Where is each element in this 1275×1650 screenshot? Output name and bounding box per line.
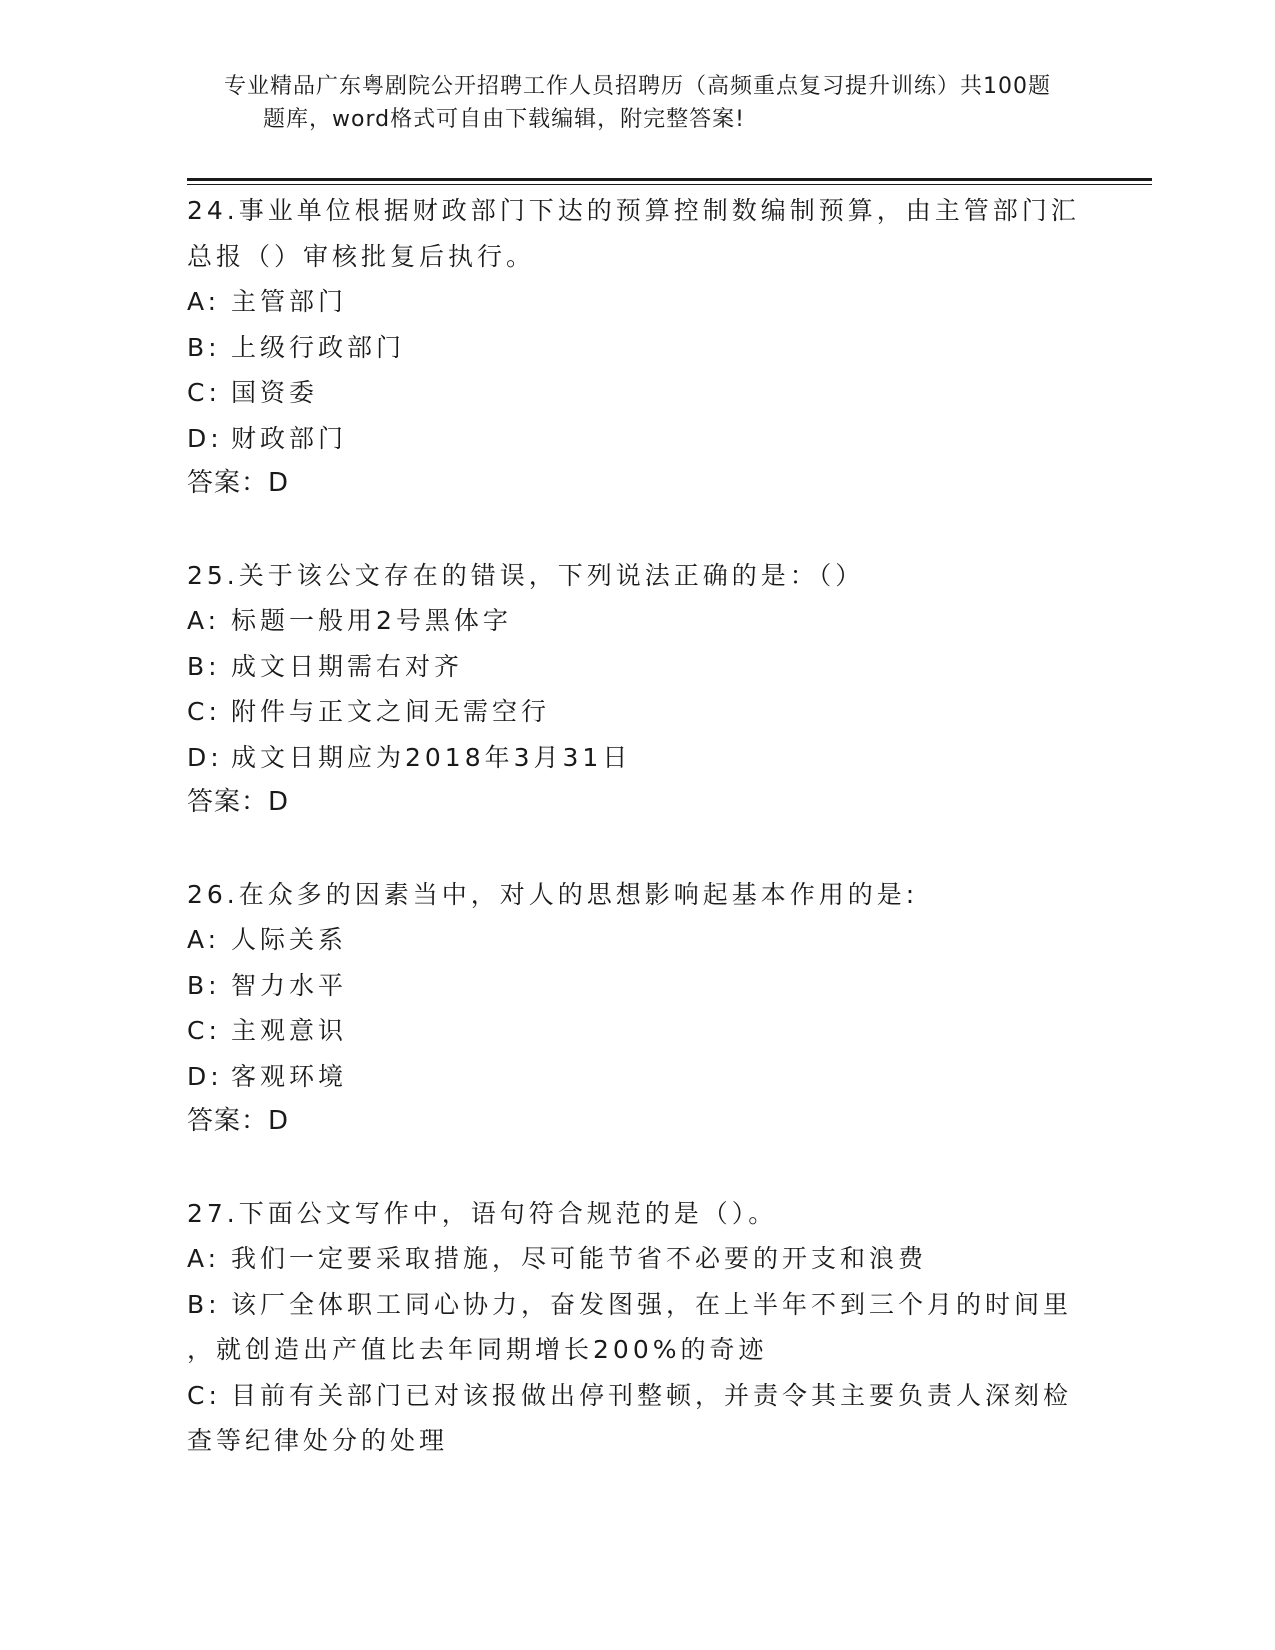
option-text: 主观意识 xyxy=(231,1016,348,1045)
option-c xyxy=(187,1373,1087,1419)
option-c xyxy=(187,1008,1087,1054)
question-26 xyxy=(187,872,1087,1145)
option-b-continuation: ，就创造出产值比去年同期增长200%的奇迹 xyxy=(187,1335,768,1364)
option-key: C: xyxy=(187,1016,221,1045)
option-c-continuation: 查等纪律处分的处理 xyxy=(187,1426,449,1455)
option-c xyxy=(187,370,1087,416)
question-text xyxy=(187,1191,1087,1237)
option-b xyxy=(187,644,1087,690)
document-header xyxy=(0,70,1275,136)
question-27 xyxy=(187,1191,1087,1464)
option-text: 成文日期需右对齐 xyxy=(231,651,464,681)
option-key: D: xyxy=(187,423,223,453)
option-d xyxy=(187,735,1087,781)
question-text-line-1: 下面公文写作中，语句符合规范的是（）。 xyxy=(238,1198,778,1228)
option-text: 客观环境 xyxy=(231,1061,348,1091)
option-text: 标题一般用2号黑体字 xyxy=(231,606,512,635)
option-key: B: xyxy=(187,970,221,1000)
question-number: 27. xyxy=(187,1198,239,1228)
option-b xyxy=(187,963,1087,1009)
option-c xyxy=(187,689,1087,735)
question-text-line-1: 事业单位根据财政部门下达的预算控制数编制预算，由主管部门汇 xyxy=(238,196,1080,225)
option-key: D: xyxy=(187,742,223,772)
option-key: B: xyxy=(187,332,221,362)
question-number: 26. xyxy=(187,879,239,909)
option-key: A: xyxy=(187,925,221,954)
question-25 xyxy=(187,553,1087,826)
option-key: A: xyxy=(187,1244,221,1273)
option-key: B: xyxy=(187,1289,221,1319)
option-d xyxy=(187,416,1087,462)
header-divider-thick xyxy=(187,178,1152,181)
question-text-line-1: 在众多的因素当中，对人的思想影响起基本作用的是: xyxy=(238,879,919,909)
option-a xyxy=(187,1236,1087,1282)
answer-label: 答案：D xyxy=(187,468,290,498)
option-key: A: xyxy=(187,287,221,316)
answer-label: 答案：D xyxy=(187,1106,290,1136)
option-text: 主管部门 xyxy=(231,287,348,316)
option-text: 目前有关部门已对该报做出停刊整顿，并责令其主要负责人深刻检 xyxy=(231,1380,1073,1410)
option-text: 成文日期应为2018年3月31日 xyxy=(231,742,632,772)
option-text: 我们一定要采取措施，尽可能节省不必要的开支和浪费 xyxy=(231,1244,928,1273)
option-text: 该厂全体职工同心协力，奋发图强，在上半年不到三个月的时间里 xyxy=(231,1289,1073,1319)
answer-label: 答案：D xyxy=(187,787,290,817)
question-number: 24. xyxy=(187,196,239,225)
option-text: 国资委 xyxy=(231,378,319,407)
option-a xyxy=(187,279,1087,325)
option-key: D: xyxy=(187,1061,223,1091)
option-key: B: xyxy=(187,651,221,681)
option-text: 附件与正文之间无需空行 xyxy=(231,697,551,726)
question-text xyxy=(187,188,1087,234)
question-text-line-2: 总报（）审核批复后执行。 xyxy=(187,241,536,271)
question-text xyxy=(187,553,1087,599)
option-text: 财政部门 xyxy=(231,423,348,453)
header-line-2: 题库，word格式可自由下载编辑，附完整答案! xyxy=(263,107,745,132)
header-line-1: 专业精品广东粤剧院公开招聘工作人员招聘历（高频重点复习提升训练）共100题 xyxy=(224,74,1051,99)
option-a xyxy=(187,917,1087,963)
option-d xyxy=(187,1054,1087,1100)
header-divider-thin xyxy=(187,184,1152,185)
option-a xyxy=(187,598,1087,644)
option-key: C: xyxy=(187,1380,221,1410)
option-text: 智力水平 xyxy=(231,970,348,1000)
question-number: 25. xyxy=(187,560,239,590)
option-b xyxy=(187,1282,1087,1328)
option-key: C: xyxy=(187,378,221,407)
option-key: A: xyxy=(187,606,221,635)
question-text-line-1: 关于该公文存在的错误，下列说法正确的是：（） xyxy=(238,560,865,590)
option-text: 人际关系 xyxy=(231,925,348,954)
option-text: 上级行政部门 xyxy=(231,332,406,362)
option-key: C: xyxy=(187,697,221,726)
question-24 xyxy=(187,188,1087,507)
question-list xyxy=(187,188,1087,1510)
option-b xyxy=(187,325,1087,371)
question-text xyxy=(187,872,1087,918)
